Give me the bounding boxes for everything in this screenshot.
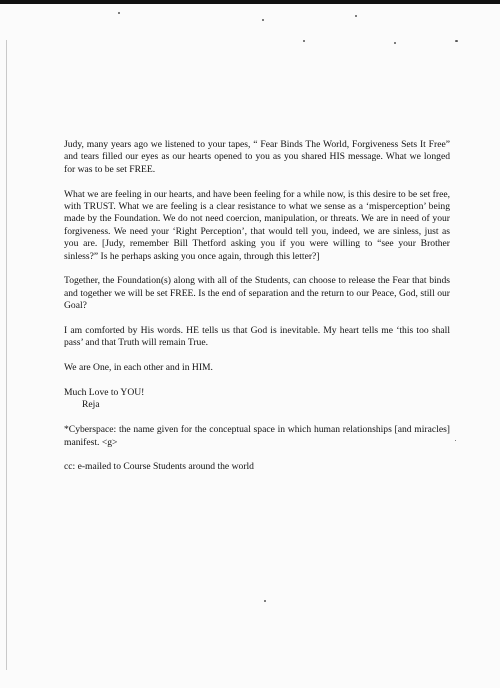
scan-left-margin-line: [6, 40, 7, 670]
scan-speck: [262, 19, 264, 21]
letter-footnote: *Cyberspace: the name given for the conceptual space in which human relationships [and miracles] manifest. <g>: [64, 424, 450, 448]
scan-speck: [455, 440, 456, 441]
scan-speck: [394, 42, 396, 44]
scan-top-edge: [0, 0, 500, 4]
scan-speck: [455, 40, 458, 42]
letter-paragraph: Judy, many years ago we listened to your tapes, “ Fear Binds The World, Forgiveness Sets It Free” and tears filled our eyes as our hearts opened to you as you shared HIS message. What we longed for was to be set FREE.: [64, 139, 450, 175]
scan-speck: [355, 15, 357, 17]
letter-paragraph: What we are feeling in our hearts, and have been feeling for a while now, is this desire to be set free, with TRUST. What we are feeling is a clear resistance to what we sense as a ‘misperception’ being made by the Foundation. We do not need coercion, manipulation, or threats. We are in need of your forgiveness. We need your ‘Right Perception’, that would tell you, indeed, we are sinless, just as you are. [Judy, remember Bill Thetford asking you if you were willing to “see your Brother sinless?” Is he perhaps asking you once again, through this letter?]: [64, 188, 450, 262]
scan-speck: [118, 12, 120, 14]
letter-signature: Reja: [82, 399, 100, 411]
letter-body: [64, 139, 450, 474]
scan-speck: [264, 600, 266, 602]
letter-closing: Much Love to YOU!: [64, 387, 145, 399]
letter-paragraph: Together, the Foundation(s) along with all of the Students, can choose to release the Fear that binds and together we will be set FREE. Is the end of separation and the return to our Peace, God, still our Goal?: [64, 275, 450, 312]
letter-paragraph: We are One, in each other and in HIM.: [64, 362, 213, 374]
letter-paragraph: I am comforted by His words. HE tells us that God is inevitable. My heart tells me ‘this too shall pass’ and that Truth will remain True.: [64, 325, 450, 349]
scan-speck: [303, 40, 305, 42]
letter-cc-line: cc: e-mailed to Course Students around the world: [64, 461, 254, 473]
